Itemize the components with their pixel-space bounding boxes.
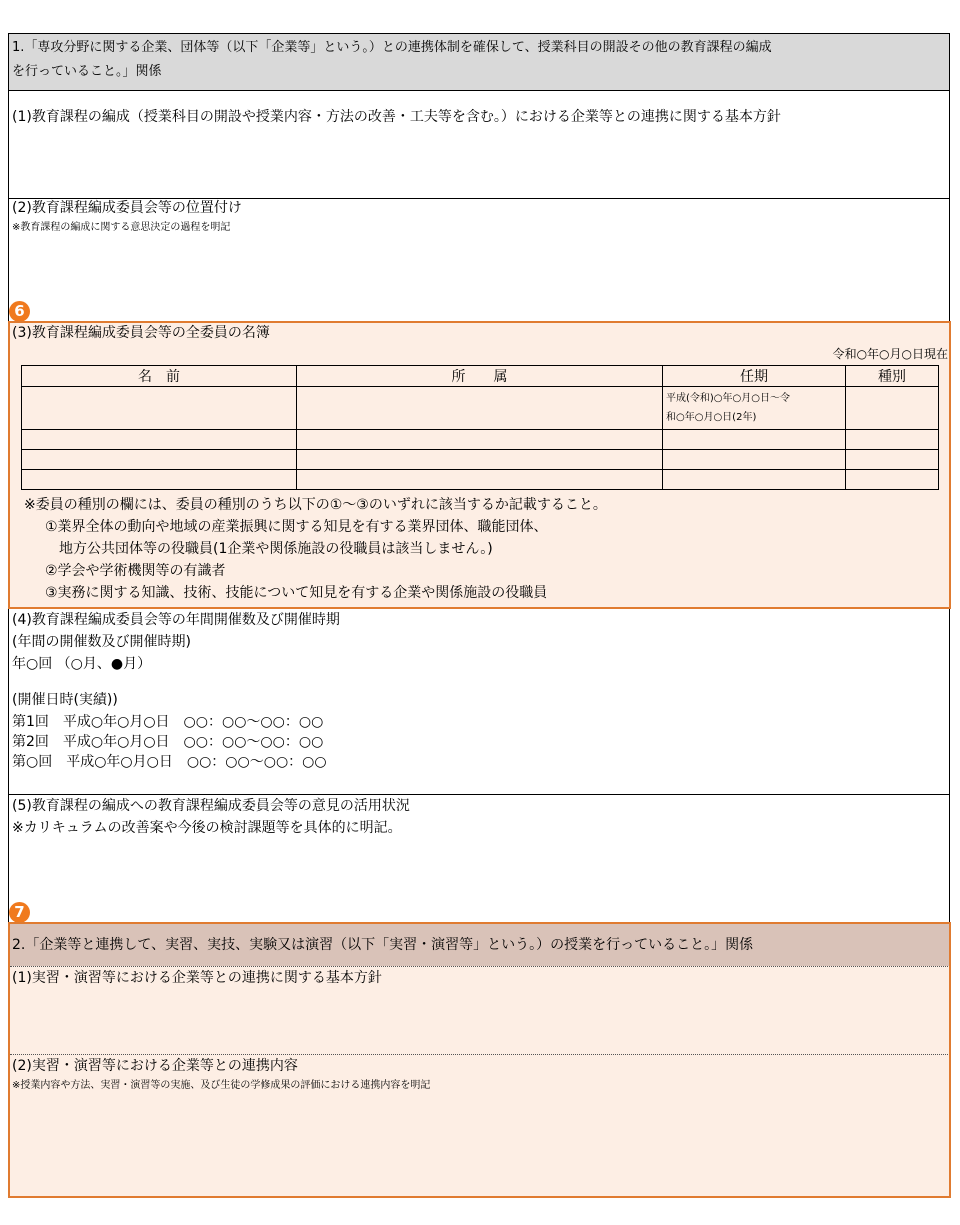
type-note-1: ①業界全体の動向や地域の産業振興に関する知見を有する業界団体、職能団体、	[45, 519, 548, 535]
item4-sub1: (年間の開催数及び開催時期)	[12, 634, 191, 650]
divider	[10, 966, 948, 967]
item1-label: (1)教育課程の編成（授業科目の開設や授業内容・方法の改善・工夫等を含む。）における企業等との連携に関する基本方針	[12, 109, 781, 125]
col-type: 種別	[846, 366, 939, 387]
member-table	[21, 365, 939, 490]
badge-7: 7	[9, 902, 30, 923]
col-term: 任期	[663, 366, 846, 387]
table-row	[22, 430, 939, 450]
item4-count: 年○回 （○月、●月）	[12, 656, 152, 672]
item2-note: ※教育課程の編成に関する意思決定の過程を明記	[12, 222, 231, 233]
section2-item2-note: ※授業内容や方法、実習・演習等の実施、及び生徒の学修成果の評価における連携内容を明記	[12, 1080, 431, 1091]
cell-term[interactable]	[663, 387, 846, 430]
session-1: 第1回 平成○年○月○日 ○○：○○～○○：○○	[12, 714, 324, 730]
type-note: ※委員の種別の欄には、委員の種別のうち以下の①～③のいずれに該当するか記載すること。	[24, 497, 607, 513]
term-line2: 和○年○月○日(2年)	[666, 412, 757, 423]
type-note-2: ②学会や学術機関等の有識者	[45, 563, 226, 579]
cell-type[interactable]	[846, 387, 939, 430]
section1-title-line1: 1.「専攻分野に関する企業、団体等（以下「企業等」という。）との連携体制を確保して、授業科目の開設その他の教育課程の編成	[12, 40, 772, 55]
term-line1: 平成(令和)○年○月○日～令	[666, 393, 790, 404]
col-name: 名 前	[22, 366, 297, 387]
item2-label: (2)教育課程編成委員会等の位置付け	[12, 200, 242, 216]
item3-label: (3)教育課程編成委員会等の全委員の名簿	[12, 325, 270, 341]
table-row	[22, 470, 939, 490]
divider	[10, 1054, 948, 1055]
as-of-date: 令和○年○月○日現在	[832, 347, 948, 361]
section2-item1-label: (1)実習・演習等における企業等との連携に関する基本方針	[12, 970, 382, 986]
cell-name[interactable]	[22, 387, 297, 430]
section1-title-line2: を行っていること。」関係	[12, 64, 162, 79]
item4-sub2: (開催日時(実績))	[12, 692, 118, 708]
item4-label: (4)教育課程編成委員会等の年間開催数及び開催時期	[12, 612, 340, 628]
section2-item2-label: (2)実習・演習等における企業等との連携内容	[12, 1058, 298, 1074]
cell-affiliation[interactable]	[297, 387, 663, 430]
table-row	[22, 450, 939, 470]
type-note-1b: 地方公共団体等の役職員(1企業や関係施設の役職員は該当しません。)	[59, 541, 493, 557]
col-affiliation: 所 属	[297, 366, 663, 387]
badge-6: 6	[9, 301, 30, 322]
item5-label: (5)教育課程の編成への教育課程編成委員会等の意見の活用状況	[12, 798, 410, 814]
section2-title: 2.「企業等と連携して、実習、実技、実験又は演習（以下「実習・演習等」という。）の授業を行っていること。」関係	[12, 937, 754, 953]
type-note-3: ③実務に関する知識、技術、技能について知見を有する企業や関係施設の役職員	[45, 585, 548, 601]
item5-note: ※カリキュラムの改善案や今後の検討課題等を具体的に明記。	[12, 820, 402, 836]
item1-box	[8, 90, 950, 199]
session-2: 第2回 平成○年○月○日 ○○：○○～○○：○○	[12, 734, 324, 750]
table-header-row	[22, 366, 939, 387]
table-row	[22, 387, 939, 430]
session-3: 第○回 平成○年○月○日 ○○：○○～○○：○○	[12, 754, 327, 770]
